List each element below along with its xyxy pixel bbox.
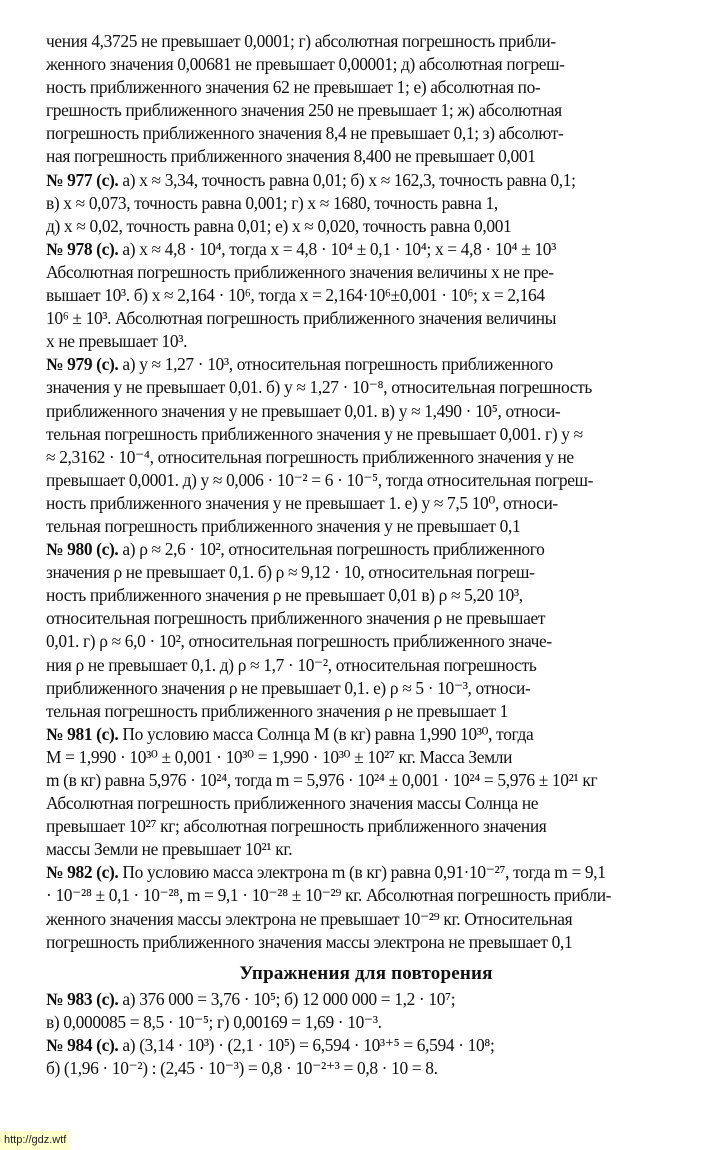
text-line bbox=[46, 746, 686, 769]
text-line bbox=[46, 423, 686, 446]
text-line bbox=[46, 607, 686, 630]
text-line bbox=[46, 376, 686, 399]
exercise-number: № 982 (с). bbox=[46, 862, 119, 883]
text-line bbox=[46, 215, 686, 238]
text-line bbox=[46, 400, 686, 423]
text-line bbox=[46, 1057, 686, 1080]
line-text: тельная погрешность приближенного значения y не превышает 0,001. г) y ≈ bbox=[46, 423, 583, 444]
text-line bbox=[46, 654, 686, 677]
text-block-main bbox=[46, 30, 686, 954]
line-text: б) (1,96 · 10⁻²) : (2,45 · 10⁻³) = 0,8 · 10⁻²⁺³ = 0,8 · 10 = 8. bbox=[46, 1058, 438, 1079]
text-line bbox=[46, 792, 686, 815]
exercise-number: № 978 (с). bbox=[46, 238, 119, 259]
line-text: а) y ≈ 1,27 · 10³, относительная погрешность приближенного bbox=[118, 354, 553, 375]
line-text: приближенного значения ρ не превышает 0,1. е) ρ ≈ 5 · 10⁻³, относи- bbox=[46, 677, 531, 698]
line-text: приближенного значения y не превышает 0,01. в) y ≈ 1,490 · 10⁵, относи- bbox=[46, 400, 561, 421]
text-line bbox=[46, 330, 686, 353]
line-text: M = 1,990 · 10³⁰ ± 0,001 · 10³⁰ = 1,990 · 10³⁰ ± 10²⁷ кг. Масса Земли bbox=[46, 746, 513, 767]
text-line bbox=[46, 515, 686, 538]
line-text: массы Земли не превышает 10²¹ кг. bbox=[46, 839, 293, 860]
line-text: ния ρ не превышает 0,1. д) ρ ≈ 1,7 · 10⁻², относительная погрешность bbox=[46, 654, 537, 675]
line-text: погрешность приближенного значения 8,4 не превышает 0,1; з) абсолют- bbox=[46, 123, 564, 144]
line-text: ная погрешность приближенного значения 8,400 не превышает 0,001 bbox=[46, 146, 536, 167]
text-line bbox=[46, 700, 686, 723]
text-line bbox=[46, 76, 686, 99]
line-text: в) x ≈ 0,073, точность равна 0,001; г) x ≈ 1680, точность равна 1, bbox=[46, 192, 498, 213]
text-line bbox=[46, 169, 686, 192]
text-line bbox=[46, 492, 686, 515]
exercise-number: № 979 (с). bbox=[46, 354, 119, 375]
line-text: а) x ≈ 4,8 · 10⁴, тогда x = 4,8 · 10⁴ ± 0,1 · 10⁴; x = 4,8 · 10⁴ ± 10³ bbox=[118, 238, 557, 259]
text-line bbox=[46, 908, 686, 931]
line-text: чения 4,3725 не превышает 0,0001; г) абсолютная погрешность прибли- bbox=[46, 31, 556, 51]
text-line bbox=[46, 769, 686, 792]
line-text: x не превышает 10³. bbox=[46, 331, 188, 352]
line-text: в) 0,000085 = 8,5 · 10⁻⁵; г) 0,00169 = 1,69 · 10⁻³. bbox=[46, 1011, 382, 1032]
text-line bbox=[46, 884, 686, 907]
line-text: женного значения массы электрона не превышает 10⁻²⁹ кг. Относительная bbox=[46, 908, 573, 929]
line-text: а) ρ ≈ 2,6 · 10², относительная погрешность приближенного bbox=[118, 539, 545, 560]
line-text: относительная погрешность приближенного значения ρ не превышает bbox=[46, 608, 546, 629]
text-line bbox=[46, 538, 686, 561]
line-text: грешность приближенного значения 250 не превышает 1; ж) абсолютная bbox=[46, 100, 562, 121]
text-line bbox=[46, 122, 686, 145]
text-line bbox=[46, 284, 686, 307]
exercise-number: № 981 (с). bbox=[46, 723, 119, 744]
line-text: д) x ≈ 0,02, точность равна 0,01; е) x ≈ 0,020, точность равна 0,001 bbox=[46, 215, 512, 236]
line-text: ≈ 2,3162 · 10⁻⁴, относительная погрешность приближенного значения y не bbox=[46, 446, 574, 467]
text-line bbox=[46, 723, 686, 746]
text-line bbox=[46, 988, 686, 1011]
text-line bbox=[46, 353, 686, 376]
line-text: 0,01. г) ρ ≈ 6,0 · 10², относительная погрешность приближенного значе- bbox=[46, 631, 552, 652]
line-text: превышает 10²⁷ кг; абсолютная погрешность приближенного значения bbox=[46, 816, 547, 837]
text-line bbox=[46, 30, 686, 53]
line-text: m (в кг) равна 5,976 · 10²⁴, тогда m = 5,976 · 10²⁴ ± 0,001 · 10²⁴ = 5,976 ± 10²¹ кг bbox=[46, 770, 598, 790]
text-line bbox=[46, 1011, 686, 1034]
text-line bbox=[46, 261, 686, 284]
line-text: женного значения 0,00681 не превышает 0,00001; д) абсолютная погреш- bbox=[46, 54, 565, 75]
text-line bbox=[46, 469, 686, 492]
text-block-repetition bbox=[46, 988, 686, 1080]
text-line bbox=[46, 238, 686, 261]
line-text: погрешность приближенного значения массы электрона не превышает 0,1 bbox=[46, 931, 573, 952]
text-line bbox=[46, 584, 686, 607]
exercise-number: № 984 (с). bbox=[46, 1034, 119, 1055]
text-line bbox=[46, 192, 686, 215]
text-line bbox=[46, 561, 686, 584]
section-heading: Упражнения для повторения bbox=[239, 962, 493, 984]
line-text: ность приближенного значения 62 не превышает 1; е) абсолютная по- bbox=[46, 77, 541, 98]
line-text: тельная погрешность приближенного значения y не превышает 0,1 bbox=[46, 515, 521, 536]
line-text: превышает 0,0001. д) y ≈ 0,006 · 10⁻² = 6 · 10⁻⁵, тогда относительная погреш- bbox=[46, 469, 594, 490]
line-text: вышает 10³. б) x ≈ 2,164 · 10⁶, тогда x = 2,164·10⁶±0,001 · 10⁶; x = 2,164 bbox=[46, 285, 545, 306]
text-line bbox=[46, 446, 686, 469]
line-text: Абсолютная погрешность приближенного значения величины x не пре- bbox=[46, 261, 554, 282]
line-text: а) (3,14 · 10³) · (2,1 · 10⁵) = 6,594 · 10³⁺⁵ = 6,594 · 10⁸; bbox=[118, 1034, 495, 1055]
text-line bbox=[46, 145, 686, 168]
exercise-number: № 983 (с). bbox=[46, 988, 119, 1009]
line-text: ность приближенного значения y не превышает 1. е) y ≈ 7,5 10⁰, относи- bbox=[46, 492, 558, 513]
text-line bbox=[46, 53, 686, 76]
line-text: значения ρ не превышает 0,1. б) ρ ≈ 9,12 · 10, относительная погреш- bbox=[46, 562, 535, 583]
line-text: 10⁶ ± 10³. Абсолютная погрешность приближенного значения величины bbox=[46, 308, 557, 329]
watermark-link[interactable]: http://gdz.wtf bbox=[0, 1131, 70, 1150]
line-text: а) x ≈ 3,34, точность равна 0,01; б) x ≈ 162,3, точность равна 0,1; bbox=[118, 169, 576, 190]
line-text: По условию масса Солнца M (в кг) равна 1,990 10³⁰, тогда bbox=[118, 723, 534, 744]
page-content bbox=[46, 30, 686, 1080]
text-line bbox=[46, 838, 686, 861]
line-text: ность приближенного значения ρ не превышает 0,01 в) ρ ≈ 5,20 10³, bbox=[46, 585, 523, 606]
text-line bbox=[46, 677, 686, 700]
text-line bbox=[46, 861, 686, 884]
exercise-number: № 977 (с). bbox=[46, 169, 119, 190]
text-line bbox=[46, 630, 686, 653]
text-line bbox=[46, 931, 686, 954]
line-text: · 10⁻²⁸ ± 0,1 · 10⁻²⁸, m = 9,1 · 10⁻²⁸ ± 10⁻²⁹ кг. Абсолютная погрешность прибли- bbox=[46, 885, 612, 906]
exercise-number: № 980 (с). bbox=[46, 539, 119, 560]
line-text: значения y не превышает 0,01. б) y ≈ 1,27 · 10⁻⁸, относительная погрешность bbox=[46, 377, 592, 398]
line-text: а) 376 000 = 3,76 · 10⁵; б) 12 000 000 = 1,2 · 10⁷; bbox=[118, 988, 456, 1009]
line-text: По условию масса электрона m (в кг) равна 0,91·10⁻²⁷, тогда m = 9,1 bbox=[118, 862, 606, 883]
line-text: Абсолютная погрешность приближенного значения массы Солнца не bbox=[46, 793, 539, 814]
text-line bbox=[46, 1034, 686, 1057]
text-line bbox=[46, 815, 686, 838]
line-text: тельная погрешность приближенного значения ρ не превышает 1 bbox=[46, 700, 508, 721]
text-line bbox=[46, 307, 686, 330]
text-line bbox=[46, 99, 686, 122]
